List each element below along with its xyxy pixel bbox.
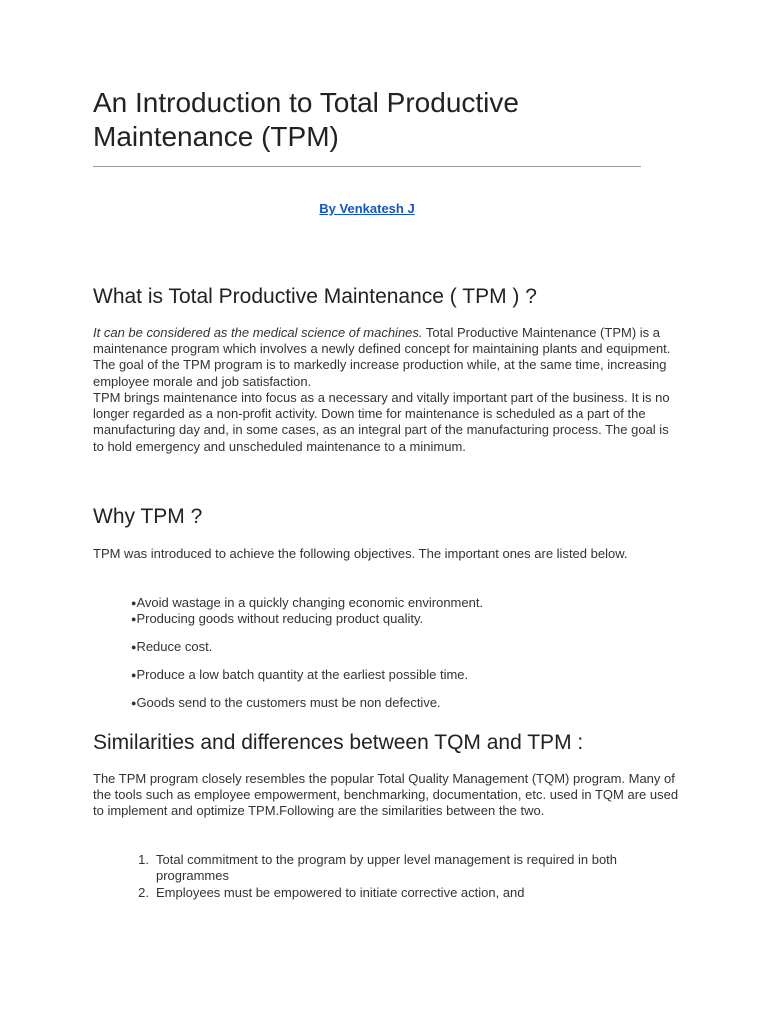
section-heading-tqm-vs-tpm: Similarities and differences between TQM and TPM : bbox=[93, 731, 584, 754]
bullet-icon: ● bbox=[131, 670, 137, 680]
bullet-icon: ● bbox=[131, 642, 137, 652]
list-item: ●Producing goods without reducing product quality. bbox=[131, 611, 424, 626]
list-item-text: Employees must be empowered to initiate corrective action, and bbox=[156, 885, 525, 900]
section1-paragraph-2: TPM brings maintenance into focus as a necessary and vitally important part of the business. It is no longer regarded as a non-profit activity. Down time for maintenance is scheduled as a part of the manufacturing day and, in some cases, as an integral part of the manufacturing process. The goal is to hold emergency and unscheduled maintenance to a minimum. bbox=[93, 390, 670, 454]
section-heading-what-is-tpm: What is Total Productive Maintenance ( TPM ) ? bbox=[93, 285, 537, 308]
bullet-icon: ● bbox=[131, 698, 137, 708]
section3-intro: The TPM program closely resembles the popular Total Quality Management (TQM) program. Many of the tools such as employee empowerment, benchmarking, documentation, etc. used in TQM are used to implement and optimize TPM.Following are the similarities between the two. bbox=[93, 771, 679, 819]
title-divider bbox=[93, 166, 641, 167]
section-heading-why-tpm: Why TPM ? bbox=[93, 505, 203, 528]
intro-italic-text: It can be considered as the medical science of machines. bbox=[93, 325, 423, 340]
author-link[interactable]: By Venkatesh J bbox=[319, 201, 415, 216]
list-item: ●Reduce cost. bbox=[131, 639, 213, 654]
section2-intro: TPM was introduced to achieve the following objectives. The important ones are listed below. bbox=[93, 546, 628, 561]
intro-text: Total Productive Maintenance (TPM) is a maintenance program which involves a newly defined concept for maintaining plants and equipment. The goal of the TPM program is to markedly increase production while, at the same time, increasing employee morale and job satisfaction. bbox=[93, 325, 671, 389]
list-item: ●Goods send to the customers must be non defective. bbox=[131, 695, 441, 710]
document-title: An Introduction to Total Productive Maintenance (TPM) bbox=[93, 87, 519, 152]
list-number: 1. bbox=[138, 852, 149, 867]
list-item: ●Avoid wastage in a quickly changing economic environment. bbox=[131, 595, 484, 610]
list-number: 2. bbox=[138, 885, 149, 900]
bullet-icon: ● bbox=[131, 598, 137, 608]
bullet-icon: ● bbox=[131, 614, 137, 624]
list-item: ●Produce a low batch quantity at the earliest possible time. bbox=[131, 667, 469, 682]
section1-paragraph-1 bbox=[93, 325, 679, 390]
byline bbox=[93, 201, 641, 217]
list-item-text: Total commitment to the program by upper level management is required in both programmes bbox=[156, 852, 618, 884]
